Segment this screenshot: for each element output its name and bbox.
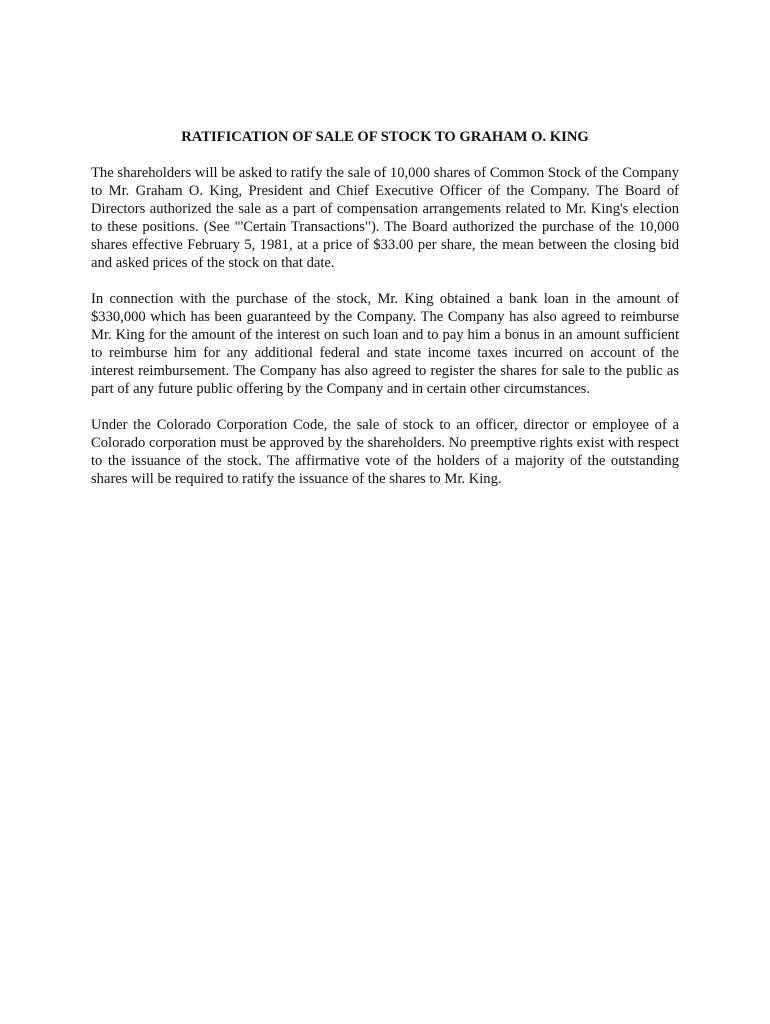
document-body — [91, 128, 679, 506]
document-title: RATIFICATION OF SALE OF STOCK TO GRAHAM O. KING — [181, 129, 589, 145]
paragraph-colorado-code: Under the Colorado Corporation Code, the sale of stock to an officer, director or employee of a Colorado corporation must be approved by the shareholders. No preemptive rights exist with respect to the issuance of the stock. The affirmative vote of the holders of a majority of the outstanding shares will be required to ratify the issuance of the shares to Mr. King. — [91, 417, 679, 487]
paragraph-share-sale: The shareholders will be asked to ratify the sale of 10,000 shares of Common Stock of the Company to Mr. Graham O. King, President and Chief Executive Officer of the Company. The Board of Directors authorized the sale as a part of compensation arrangements related to Mr. King's election to these positions. (See "'Certain Transactions"). The Board authorized the purchase of the 10,000 shares effective February 5, 1981, at a price of $33.00 per share, the mean between the closing bid and asked prices of the stock on that date. — [91, 165, 679, 271]
paragraph-bank-loan: In connection with the purchase of the stock, Mr. King obtained a bank loan in the amount of $330,000 which has been guaranteed by the Company. The Company has also agreed to reimburse Mr. King for the amount of the interest on such loan and to pay him a bonus in an amount sufficient to reimburse him for any additional federal and state income taxes incurred on account of the interest reimbursement. The Company has also agreed to register the shares for sale to the public as part of any future public offering by the Company and in certain other circumstances. — [91, 291, 679, 397]
